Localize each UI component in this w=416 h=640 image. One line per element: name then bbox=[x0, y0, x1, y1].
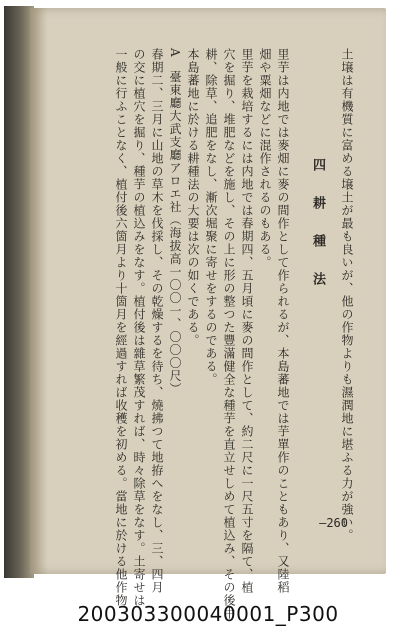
section-heading: 四 耕 種 法 bbox=[310, 158, 325, 291]
text-line: 畑や粟畑などに混作されるのもある。 bbox=[258, 48, 272, 269]
text-line: A 臺東廳大武支廳アロエ社（海拔高一〇〇一、〇〇〇尺） bbox=[168, 48, 182, 396]
text-line: 耕、除草、追肥をなし、漸次堀聚に寄せをするのである。 bbox=[204, 48, 218, 386]
page-number: ―260 bbox=[319, 516, 348, 530]
text-line: 春期二、三月に山地の草木を伐採し、その乾燥するを待ち、燒拂つて地拵へをなし、三、四月 bbox=[150, 48, 164, 594]
text-line: 土壌は有機質に富める壌土が最も良いが、他の作物よりも濕潤地に堪ふる力が強い。 bbox=[340, 48, 354, 542]
text-line: 本島蕃地に於ける耕種法の大要は次の如くである。 bbox=[186, 48, 200, 347]
text-line: の交に植穴を掘り、種芋の植込みをなす。植付後は雜草繁茂すれば、時々除草をなす。土寄せは bbox=[132, 48, 146, 607]
text-line: 穴を掘り、堆肥などを施し、その上に形の整つた豐滿健全な種芋を直立せしめて植込み、その後中 bbox=[222, 48, 236, 620]
text-line: 里芋は内地では麥畑に麥の間作として作られるが、本島蕃地では芋單作のこともあり、又陸稻 bbox=[276, 48, 290, 594]
text-line: 里芋を栽培するには内地では春期四、五月頃に麥の間作として、約二尺に一尺五寸を隔て、植 bbox=[240, 48, 254, 594]
image-caption: 200303300040001_P300 bbox=[77, 602, 339, 626]
text-line: 一般に行ふことなく、植付後六箇月より十箇月を經過すれば收穫を初める。當地に於ける他作物 bbox=[114, 48, 128, 607]
